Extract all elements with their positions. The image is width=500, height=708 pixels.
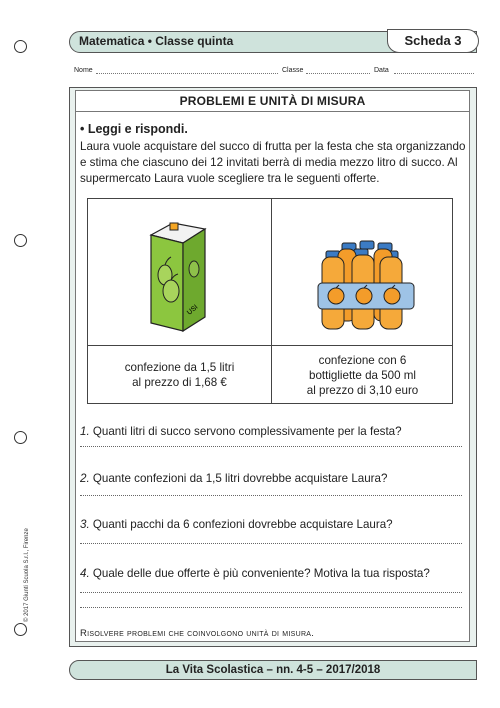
sheet-number: Scheda 3 [387,29,479,53]
class-label: Classe [282,67,304,74]
question-text: Quante confezioni da 1,5 litri dovrebbe acquistare Laura? [89,472,388,485]
question-number: 1. [80,425,90,438]
name-label: Nome [74,67,93,74]
binder-hole [14,40,27,53]
question-number: 3. [80,518,90,531]
date-field[interactable] [394,72,474,74]
question-text: Quale delle due offerte è più conveniente? Motiva la tua risposta? [89,567,430,580]
title-divider [75,111,470,112]
question-number: 4. [80,567,90,580]
question-1 [80,425,402,438]
problem-text: Laura vuole acquistare del succo di frutta per la festa che sta organizzando e stima che ciascuno dei 12 invitati berrà di media mezzo litro di succo. Al supermercato Laura vuole scegliere tra le seguenti offerte. [80,140,466,185]
offer-caption-carton: confezione da 1,5 litri al prezzo di 1,68 € [124,361,235,389]
name-field[interactable] [96,72,278,74]
answer-line[interactable] [80,606,462,608]
footer-band: La Vita Scolastica – nn. 4-5 – 2017/2018 [69,660,477,680]
copyright-notice: © 2017 Giunti Scuola S.r.l., Firenze [24,528,30,622]
juice-carton-icon [143,213,213,337]
answer-line[interactable] [80,542,462,544]
table-divider [88,345,452,346]
instruction: • Leggi e rispondi. [80,122,188,136]
question-4 [80,567,430,580]
six-pack-bottles-icon [314,237,419,333]
worksheet-title: PROBLEMI E UNITÀ DI MISURA [179,94,366,108]
binder-hole [14,431,27,444]
binder-hole [14,623,27,636]
class-field[interactable] [306,72,370,74]
question-text: Quanti litri di succo servono complessivamente per la festa? [89,425,402,438]
offer-caption-sixpack: confezione con 6 bottigliette da 500 ml al prezzo di 3,10 euro [306,353,419,397]
carton-label: USI [186,303,200,317]
offers-table [87,198,453,404]
subject-label: Matematica • Classe quinta [79,34,234,48]
answer-line[interactable] [80,591,462,593]
question-2 [80,472,387,485]
answer-line[interactable] [80,445,462,447]
question-3 [80,518,393,531]
learning-objective: Risolvere problemi che coinvolgono unità di misura. [80,628,315,639]
question-number: 2. [80,472,90,485]
binder-hole [14,234,27,247]
header-band [69,31,477,53]
answer-line[interactable] [80,494,462,496]
question-text: Quanti pacchi da 6 confezioni dovrebbe acquistare Laura? [89,518,393,531]
date-label: Data [374,67,389,74]
